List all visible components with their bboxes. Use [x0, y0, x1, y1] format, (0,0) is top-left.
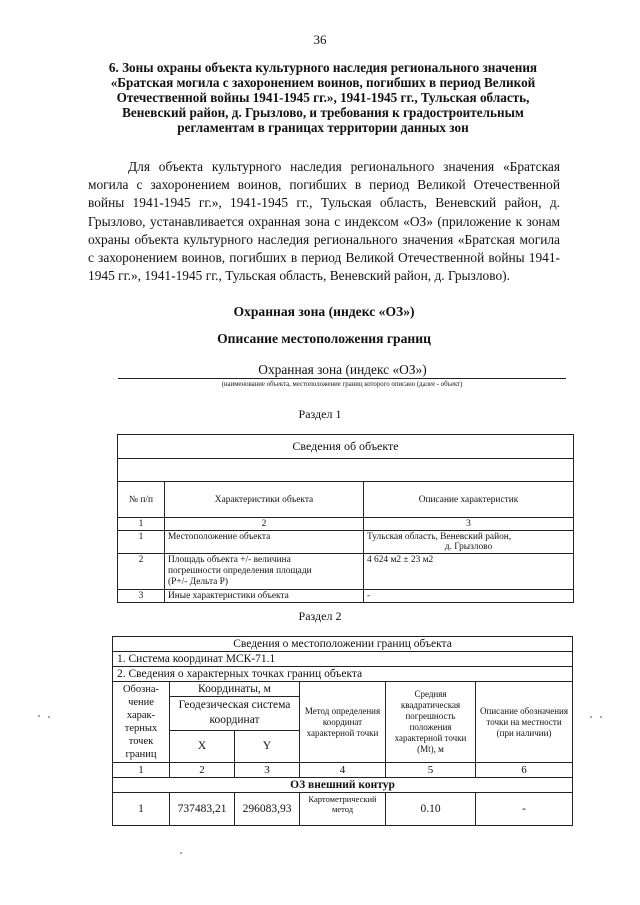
point-designation: 1	[113, 793, 170, 826]
col-index: 6	[476, 763, 573, 778]
col-x-header: X	[170, 730, 235, 762]
boundary-table	[112, 636, 573, 826]
point-description: -	[476, 793, 573, 826]
scan-speck	[600, 716, 602, 718]
col-number-header: № п/п	[118, 482, 165, 518]
col-index: 2	[165, 518, 364, 531]
table-row	[113, 793, 573, 826]
table1-header: Сведения об объекте	[118, 435, 574, 459]
coord-system: 1. Система координат МСК-71.1	[113, 652, 573, 667]
table2-header: Сведения о местоположении границ объекта	[113, 637, 573, 652]
point-y: 296083,93	[235, 793, 300, 826]
col-index: 1	[113, 763, 170, 778]
section-heading: 6. Зоны охраны объекта культурного наследия регионального значения «Братская могила с захоронением воинов, погибших в период Великой Отечественной войны 1941-1945 гг.», 1941-1945 гг., Тульская область, Веневский район, д. Грызлово, и требования к градостроительным регламентам в границах территории данных зон	[108, 60, 538, 135]
points-header: 2. Сведения о характерных точках границ объекта	[113, 667, 573, 682]
col-y-header: Y	[235, 730, 300, 762]
description-title: Описание местоположения границ	[217, 331, 431, 346]
contour-label: ОЗ внешний контур	[113, 778, 573, 793]
table-row: 1 Местоположение объекта Тульская область, Веневский район, д. Грызлово	[118, 531, 574, 554]
col-coordinates-header: Координаты, м	[170, 682, 300, 697]
section2-label: Раздел 2	[298, 609, 342, 623]
col-index: 3	[364, 518, 574, 531]
col-geodetic-header: Геодезическая система координат	[170, 696, 300, 730]
col-characteristic-header: Характеристики объекта	[165, 482, 364, 518]
table1-blank-row	[118, 459, 574, 482]
scan-speck	[590, 716, 592, 718]
zone-title: Охранная зона (индекс «ОЗ»)	[233, 304, 415, 319]
point-x: 737483,21	[170, 793, 235, 826]
col-index: 2	[170, 763, 235, 778]
section1-label: Раздел 1	[298, 407, 342, 421]
col-index: 3	[235, 763, 300, 778]
location-line1: Тульская область, Веневский район,	[367, 532, 512, 542]
table-row: 3 Иные характеристики объекта -	[118, 590, 574, 603]
col-description-header: Описание обозначения точки на местности (при наличии)	[476, 682, 573, 763]
location-line2: д. Грызлово	[444, 542, 493, 552]
col-description-header: Описание характеристик	[364, 482, 574, 518]
col-index: 5	[386, 763, 476, 778]
area-line2: погрешности определения площади	[168, 566, 312, 576]
col-method-header: Метод определения координат характерной точки	[300, 682, 386, 763]
body-paragraph: Для объекта культурного наследия регионального значения «Братская могила с захоронением воинов, погибших в период Великой Отечественной войны 1941-1945 гг.», 1941-1945 гг., Тульская область, Веневский район, д. Грызлово, устанавливается охранная зона с индексом «ОЗ» (приложение к зонам охраны объекта культурного наследия регионального значения «Братская могила с захоронением воинов, погибших в период Великой Отечественной войны 1941-1945 гг.», 1941-1945 гг., Тульская область, Веневский район, д. Грызлово).	[88, 159, 560, 284]
scan-speck	[180, 852, 182, 854]
col-index: 4	[300, 763, 386, 778]
col-accuracy-header: Средняя квадратическая погрешность положения характерной точки (Mt), м	[386, 682, 476, 763]
area-line1: Площадь объекта +/- величина	[168, 555, 291, 565]
page-number: 36	[313, 32, 327, 47]
area-value: 4 624 м2 ± 23 м2	[364, 554, 574, 590]
area-line3: (Р+/- Дельта Р)	[168, 577, 229, 587]
col-index: 1	[118, 518, 165, 531]
object-name: Охранная зона (индекс «ОЗ»)	[258, 362, 427, 377]
scan-speck	[38, 715, 40, 717]
object-underline	[118, 378, 566, 379]
scan-speck	[48, 716, 50, 718]
point-method: Картометрический метод	[300, 793, 386, 826]
table-row: 2 Площадь объекта +/- величина погрешности определения площади (Р+/- Дельта Р) 4 624 м2 ± 23 м2	[118, 554, 574, 590]
object-info-table	[117, 434, 574, 603]
point-accuracy: 0.10	[386, 793, 476, 826]
col-designation-header: Обозна-чение харак-терных точек границ	[113, 682, 170, 763]
object-caption: (наименование объекта, местоположение границ которого описано (далее - объект)	[221, 381, 463, 388]
